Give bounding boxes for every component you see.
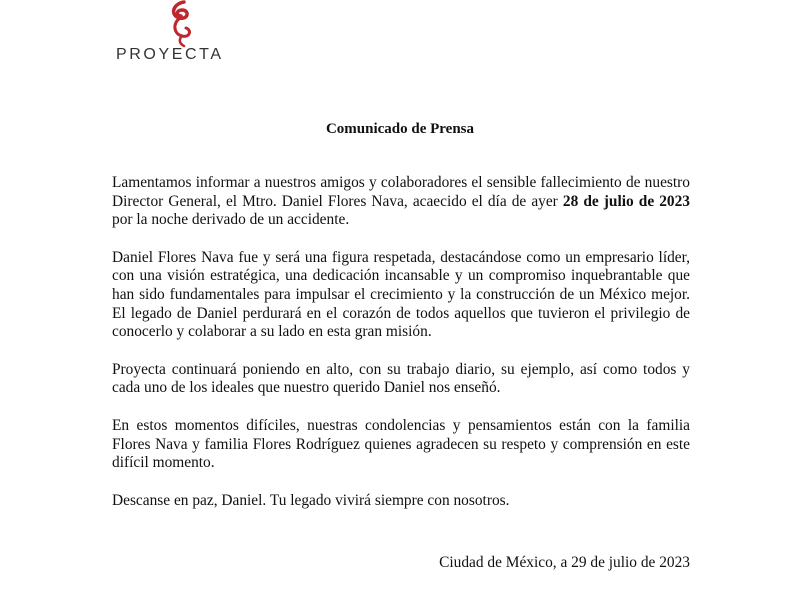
paragraph-2: Daniel Flores Nava fue y será una figura respetada, destacándose como un empresario líder, con una visión estratégica, una dedicación incansable y un compromiso inquebrantable que han sido fundamentales para impulsar el crecimiento y la construcción de un México mejor. El legado de Daniel perdurará en el corazón de todos aquellos que tuvieron el privilegio de conocerlo y colaborar a su lado en esta gran misión.: [112, 248, 690, 341]
document-title: Comunicado de Prensa: [325, 121, 475, 137]
paragraph-1-text-before: Lamentamos informar a nuestros amigos y colaboradores el sensible fallecimiento de nuestro Director General, el Mtro. Daniel Flores Nava, acaecido el día de ayer: [112, 174, 690, 210]
paragraph-1-bold-date: 28 de julio de 2023: [562, 192, 691, 210]
paragraph-1-text-after: por la noche derivado de un accidente.: [112, 211, 350, 229]
logo-wordmark: PROYECTA: [116, 46, 224, 63]
paragraph-3: Proyecta continuará poniendo en alto, con su trabajo diario, su ejemplo, así como todos y cada uno de los ideales que nuestro querido Daniel nos enseñó.: [112, 360, 690, 397]
document-body: [112, 174, 690, 529]
closing-place-date: Ciudad de México, a 29 de julio de 2023: [439, 554, 690, 571]
proyecta-swirl-icon: [162, 0, 202, 48]
paragraph-4: En estos momentos difíciles, nuestras condolencias y pensamientos están con la familia Flores Nava y familia Flores Rodríguez quienes agradecen su respeto y comprensión en este difícil momento.: [112, 416, 690, 472]
paragraph-5: Descanse en paz, Daniel. Tu legado vivirá siempre con nosotros.: [112, 491, 510, 509]
proyecta-logo: [116, 0, 266, 70]
paragraph-1: [112, 174, 690, 230]
